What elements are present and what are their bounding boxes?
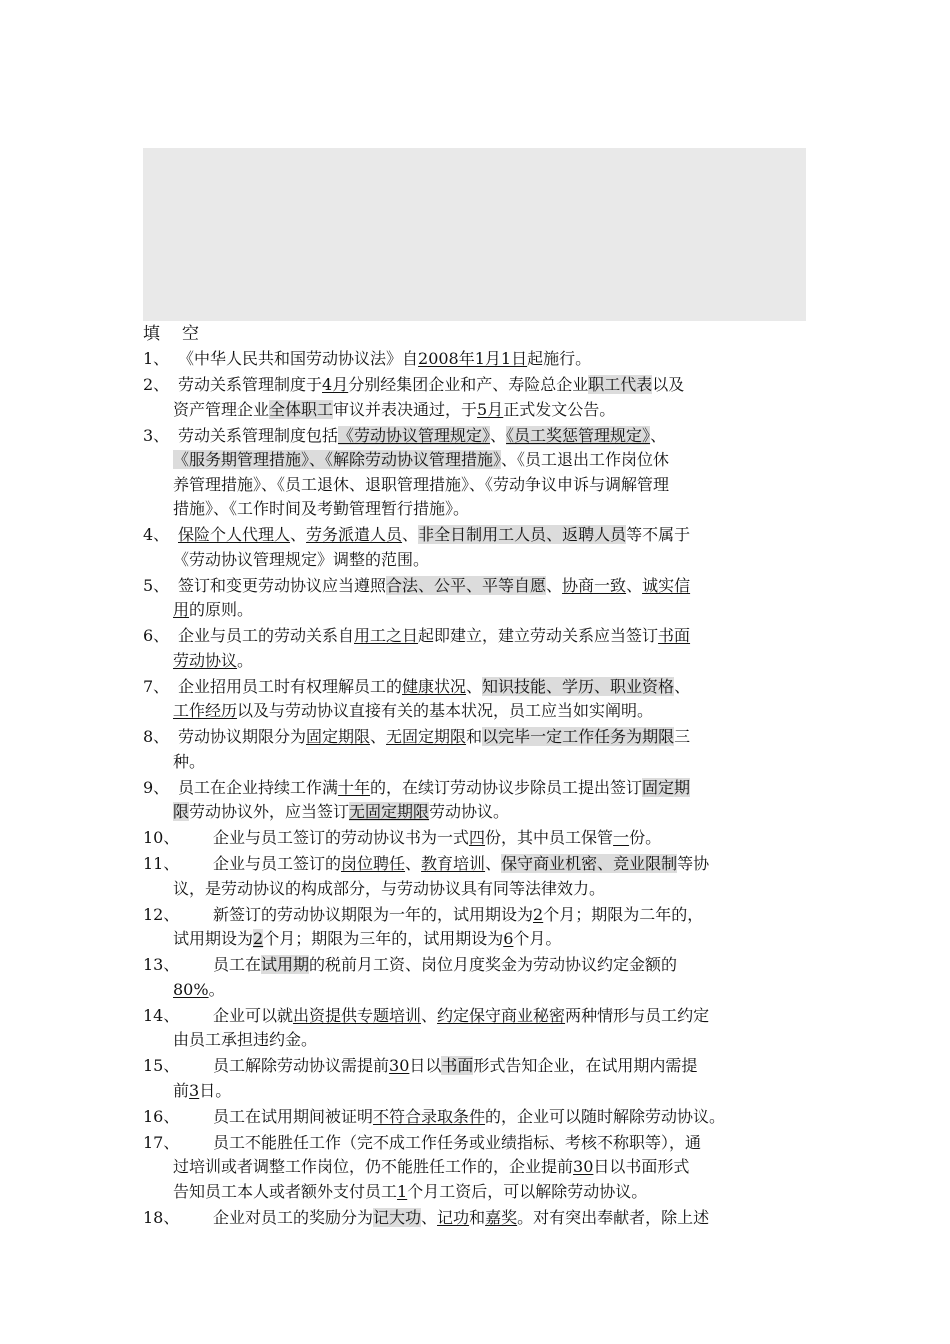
question-item (143, 852, 813, 901)
question-text: 份，其中员工保管 (485, 828, 614, 847)
question-text: 。 (237, 650, 254, 670)
question-line (173, 725, 813, 750)
answer-blank: 2 (253, 929, 264, 948)
question-number: 15、 (143, 1056, 180, 1075)
answer-blank: 非全日制用工人员、返聘人员 (418, 525, 627, 544)
answer-blank: 保险个人代理人 (178, 525, 291, 544)
question-line (173, 624, 813, 649)
question-text: 日以 (409, 1056, 442, 1075)
question-number: 16、 (143, 1106, 180, 1126)
question-line (173, 1028, 813, 1053)
question-text: 员工不能胜任工作（完不成工作任务或业绩指标、考核不称职等），通 (213, 1132, 702, 1152)
question-item (143, 1004, 813, 1053)
question-number: 9、 (143, 777, 170, 797)
question-item (143, 624, 813, 673)
answer-blank: 用工之日 (354, 626, 419, 645)
answer-blank: 4月 (322, 375, 349, 394)
answer-blank: 2 (533, 904, 544, 924)
question-item (143, 903, 813, 952)
question-line (173, 598, 813, 623)
question-number: 4、 (143, 525, 170, 544)
question-line (173, 800, 813, 825)
question-text: 措施》、《工作时间及考勤管理暂行措施》。 (173, 499, 470, 518)
question-number: 3、 (143, 425, 170, 445)
question-number: 11、 (143, 854, 180, 873)
question-number: 1、 (143, 349, 170, 368)
question-line (173, 398, 813, 423)
answer-blank: 《劳动协议管理规定》 (338, 425, 491, 445)
question-text: 《中华人民共和国劳动协议法》自 (178, 349, 419, 368)
question-text: 议，是劳动协议的构成部分，与劳动协议具有同等法律效力。 (173, 878, 606, 898)
question-number: 6、 (143, 626, 170, 645)
question-text: 资产管理企业 (173, 399, 270, 419)
answer-blank: 诚实信 (642, 575, 691, 595)
question-text: 三 (674, 727, 691, 746)
question-text: 《劳动协议管理规定》调整的范围。 (173, 549, 430, 569)
question-line (173, 1079, 813, 1104)
question-text: 养管理措施》、《员工退休、退职管理措施》、《劳动争议申诉与调解管理 (173, 474, 670, 494)
section-title (143, 321, 199, 347)
question-item (143, 424, 813, 522)
question-text: 的，在续订劳动协议步除员工提出签订 (370, 777, 643, 797)
fill-in-blank-list (143, 347, 813, 1232)
question-text: 企业可以就 (213, 1005, 294, 1025)
question-line (173, 497, 813, 522)
question-text: 的原则。 (189, 600, 254, 619)
question-text: 、《员工退出工作岗位休 (501, 450, 670, 469)
question-item (143, 826, 813, 851)
question-line (173, 473, 813, 498)
question-text: 、 (466, 676, 483, 696)
question-line (173, 373, 813, 398)
question-text: 等不属于 (626, 525, 691, 544)
answer-blank: 劳务派遣人员 (306, 525, 403, 544)
question-line (173, 953, 813, 978)
question-text: 劳动关系管理制度包括 (178, 425, 339, 445)
answer-blank: 书面 (658, 626, 691, 645)
question-text: 起即建立，建立劳动关系应当签订 (418, 626, 659, 645)
question-line (173, 826, 813, 851)
question-text: 等协 (677, 854, 710, 873)
question-text: 、 (290, 525, 307, 544)
question-item (143, 1054, 813, 1103)
question-text: 劳动协议期限分为 (178, 727, 307, 746)
gray-placeholder-box (143, 148, 806, 321)
question-text: 审议并表决通过，于 (333, 399, 478, 419)
answer-blank: 知识技能、学历、职业资格 (482, 676, 675, 696)
question-text: 劳动关系管理制度于 (178, 375, 323, 394)
question-line (173, 347, 813, 372)
question-line (173, 1155, 813, 1180)
question-line (173, 978, 813, 1003)
question-text: 个月工资后，可以解除劳动协议。 (407, 1181, 648, 1201)
answer-blank: 《服务期管理措施》、《解除劳动协议管理措施》 (173, 450, 502, 469)
question-text: 、 (626, 575, 643, 595)
question-item (143, 776, 813, 825)
question-item (143, 373, 813, 422)
question-text: 前 (173, 1080, 190, 1100)
answer-blank: 约定保守商业秘密 (437, 1005, 566, 1025)
question-item (143, 1131, 813, 1205)
question-text: 、 (405, 854, 422, 873)
question-text: 、 (674, 676, 691, 696)
question-line (173, 424, 813, 449)
question-line (173, 574, 813, 599)
question-text: 的税前月工资、岗位月度奖金为劳动协议约定金额的 (309, 955, 678, 974)
question-text: 、 (485, 854, 502, 873)
question-text: 正式发文公告。 (503, 399, 616, 419)
answer-blank: 职工代表 (588, 375, 653, 394)
question-line (173, 1131, 813, 1156)
question-text: 、 (402, 525, 419, 544)
question-text: 和 (469, 1207, 486, 1227)
question-text: 劳动协议外，应当签订 (189, 802, 350, 821)
question-line (173, 1206, 813, 1231)
question-text: 新签订的劳动协议期限为一年的，试用期设为 (213, 904, 534, 924)
answer-blank: 30 (389, 1056, 410, 1075)
question-item (143, 725, 813, 774)
question-text: 种。 (173, 751, 206, 771)
question-text: 过培训或者调整工作岗位，仍不能胜任工作的，企业提前 (173, 1157, 574, 1176)
answer-blank: 教育培训 (421, 854, 486, 873)
question-line (173, 1004, 813, 1029)
answer-blank: 不符合录取条件 (373, 1106, 486, 1126)
answer-blank: 岗位聘任 (341, 854, 406, 873)
answer-blank: 劳动协议 (173, 650, 238, 670)
question-item (143, 953, 813, 1002)
answer-blank: 2008年1月1日 (418, 349, 528, 368)
answer-blank: 以完毕一定工作任务为期限 (482, 727, 675, 746)
question-number: 7、 (143, 676, 170, 696)
question-line (173, 649, 813, 674)
question-line (173, 852, 813, 877)
question-line (173, 877, 813, 902)
answer-blank: 协商一致 (562, 575, 627, 595)
question-line (173, 903, 813, 928)
answer-blank: 出资提供专题培训 (293, 1005, 422, 1025)
question-number: 13、 (143, 955, 180, 974)
question-text: 形式告知企业，在试用期内需提 (473, 1056, 698, 1075)
question-number: 8、 (143, 727, 170, 746)
question-line (173, 1054, 813, 1079)
question-text: 劳动协议。 (429, 802, 510, 821)
answer-blank: 记大功 (373, 1207, 422, 1227)
answer-blank: 一 (613, 828, 630, 847)
answer-blank: 《员工奖惩管理规定》 (506, 425, 651, 445)
answer-blank: 80% (173, 979, 209, 999)
question-text: 、 (421, 1207, 438, 1227)
question-item (143, 1105, 813, 1130)
question-text: 、 (421, 1005, 438, 1025)
question-text: 份。 (629, 828, 662, 847)
answer-blank: 四 (469, 828, 486, 847)
question-text: 日以书面形式 (593, 1157, 690, 1176)
question-line (173, 448, 813, 473)
question-line (173, 523, 813, 548)
answer-blank: 固定期 (642, 777, 691, 797)
answer-blank: 试用期 (261, 955, 310, 974)
question-line (173, 927, 813, 952)
question-text: 起施行。 (527, 349, 592, 368)
answer-blank: 无固定期限 (349, 802, 430, 821)
question-text: 签订和变更劳动协议应当遵照 (178, 575, 387, 595)
question-text: 和 (466, 727, 483, 746)
question-text: 、 (546, 575, 563, 595)
question-text: 日。 (199, 1080, 232, 1100)
answer-blank: 嘉奖 (485, 1207, 518, 1227)
answer-blank: 3 (189, 1080, 200, 1100)
answer-blank: 保守商业机密、竞业限制 (501, 854, 678, 873)
question-text: 。 (208, 979, 225, 999)
question-text: 员工解除劳动协议需提前 (213, 1056, 390, 1075)
question-text: 企业对员工的奖励分为 (213, 1207, 374, 1227)
answer-blank: 健康状况 (402, 676, 467, 696)
question-number: 18、 (143, 1207, 180, 1227)
question-text: 员工在企业持续工作满 (178, 777, 339, 797)
question-text: 企业招用员工时有权理解员工的 (178, 676, 403, 696)
question-text: 企业与员工的劳动关系自 (178, 626, 355, 645)
question-item (143, 574, 813, 623)
question-number: 12、 (143, 904, 180, 924)
question-line (173, 776, 813, 801)
question-text: 分别经集团企业和产、寿险总企业 (348, 375, 589, 394)
question-text: 个月。 (513, 929, 562, 948)
answer-blank: 1 (397, 1181, 408, 1201)
question-text: 两种情形与员工约定 (565, 1005, 710, 1025)
question-item (143, 1206, 813, 1231)
question-text: 由员工承担违约金。 (173, 1030, 318, 1049)
question-text: 的，企业可以随时解除劳动协议。 (485, 1106, 726, 1126)
answer-blank: 无固定期限 (386, 727, 467, 746)
answer-blank: 书面 (441, 1056, 474, 1075)
question-text: 。对有突出奉献者，除上述 (517, 1207, 710, 1227)
question-text: 员工在试用期间被证明 (213, 1106, 374, 1126)
question-text: 、 (490, 425, 507, 445)
answer-blank: 限 (173, 802, 190, 821)
question-line (173, 1105, 813, 1130)
question-text: 以及 (652, 375, 685, 394)
answer-blank: 6 (503, 929, 514, 948)
answer-blank: 全体职工 (269, 399, 334, 419)
question-text: 以及与劳动协议直接有关的基本状况，员工应当如实阐明。 (237, 701, 654, 720)
question-number: 10、 (143, 828, 180, 847)
answer-blank: 用 (173, 600, 190, 619)
question-item (143, 675, 813, 724)
section-title-char-2: 空 (182, 324, 199, 344)
question-text: 企业与员工签订的 (213, 854, 342, 873)
answer-blank: 工作经历 (173, 701, 238, 720)
answer-blank: 十年 (338, 777, 371, 797)
answer-blank: 30 (573, 1157, 594, 1176)
question-text: 、 (650, 425, 667, 445)
question-line (173, 548, 813, 573)
answer-blank: 固定期限 (306, 727, 371, 746)
question-number: 17、 (143, 1132, 180, 1152)
question-text: 企业与员工签订的劳动协议书为一式 (213, 828, 470, 847)
question-line (173, 675, 813, 700)
question-item (143, 523, 813, 572)
question-text: 个月；期限为三年的，试用期设为 (263, 929, 504, 948)
answer-blank: 记功 (437, 1207, 470, 1227)
question-text: 、 (370, 727, 387, 746)
question-line (173, 750, 813, 775)
question-number: 14、 (143, 1005, 180, 1025)
question-text: 员工在 (213, 955, 262, 974)
question-number: 2、 (143, 375, 170, 394)
question-line (173, 699, 813, 724)
answer-blank: 合法、公平、平等自愿 (386, 575, 547, 595)
question-text: 个月；期限为二年的， (543, 904, 704, 924)
answer-blank: 5月 (477, 399, 504, 419)
question-line (173, 1180, 813, 1205)
section-title-char-1: 填 (143, 324, 160, 344)
question-item (143, 347, 813, 372)
question-text: 告知员工本人或者额外支付员工 (173, 1181, 398, 1201)
question-text: 试用期设为 (173, 929, 254, 948)
question-number: 5、 (143, 575, 170, 595)
